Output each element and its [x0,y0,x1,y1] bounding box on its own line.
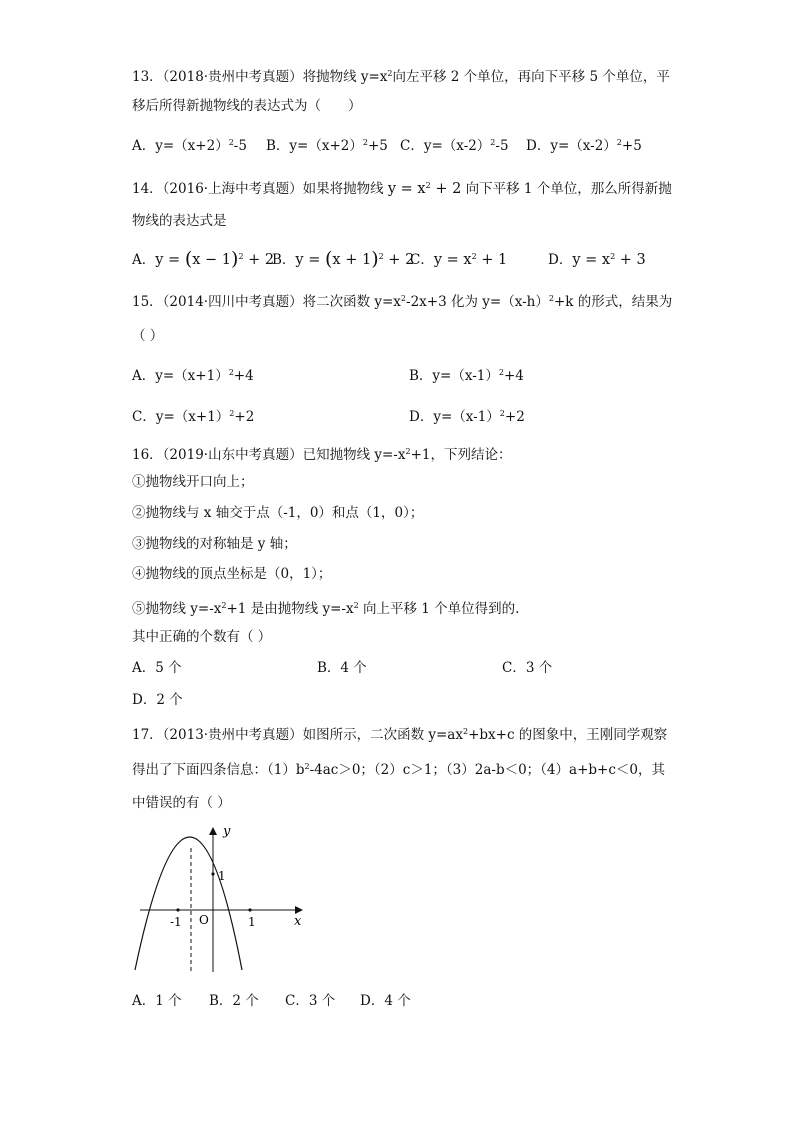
q16-statement-5: ⑤抛物线 $y=-x^2+1$ 是由抛物线 $y=-x^2$ 向上平移 1 个单位得到的. [132,601,520,617]
x-axis-label: x [294,914,302,929]
point-x-1 [248,908,251,911]
point-x-neg1 [176,908,179,911]
q17-option-c[interactable]: C．3 个 [285,993,336,1009]
origin-label: O [199,913,209,927]
q16-statement-1: ①抛物线开口向上； [132,474,254,490]
q17-parabola-graph [132,822,312,982]
x-tick-neg1-label: -1 [170,915,182,929]
q15-option-d[interactable]: D．$y=(x-1)^2+2$ [409,409,525,425]
q13-line2: 移后所得新抛物线的表达式为（ ） [132,98,362,114]
q16-question: 其中正确的个数有（ ） [132,629,272,645]
q15-option-c[interactable]: C．$y=(x+1)^2+2$ [132,409,255,425]
point-y-intercept [211,872,214,875]
x-tick-1-label: 1 [248,915,256,929]
y-tick-label: 1 [218,869,226,883]
q14-option-d[interactable]: D．$y = x^2 + 3$ [548,252,646,268]
q16-statement-4: ④抛物线的顶点坐标是（0，1）； [132,566,332,582]
q13-option-d[interactable]: D．$y=(x-2)^2+5$ [526,138,642,154]
q17-option-d[interactable]: D．4 个 [360,993,411,1009]
q14-line1: 14．（2016·上海中考真题）如果将抛物线 $y = x^2 + 2$ 向下平移 1 个单位，那么所得新抛 [132,181,672,197]
parabola-curve [135,837,242,970]
q15-option-a[interactable]: A．$y=(x+1)^2+4$ [132,368,254,384]
q17-line3: 中错误的有（ ） [132,795,231,811]
q17-option-b[interactable]: B．2 个 [209,993,259,1009]
q15-option-b[interactable]: B．$y=(x-1)^2+4$ [409,368,524,384]
q16-option-c[interactable]: C．3 个 [502,660,553,676]
q14-option-b[interactable]: B．$y = (x + 1)^2 + 2$ [272,248,415,270]
q13-option-b[interactable]: B．$y=(x+2)^2+5$ [266,138,388,154]
q16-option-a[interactable]: A．5 个 [132,660,182,676]
q17-line2: 得出了下面四条信息：$(1)b^2-4ac>0$；（2）c＞1；（3）2a-b＜0；（4）a+b+c＜0，其 [132,762,665,778]
q17-option-a[interactable]: A．1 个 [132,993,182,1009]
q14-option-c[interactable]: C．$y = x^2 + 1$ [410,252,508,268]
q15-line1: 15．（2014·四川中考真题）将二次函数 $y=x^2-2x+3$ 化为 $y=(x-h)^2+k$ 的形式，结果为 [132,294,673,310]
q13-option-a[interactable]: A．$y=(x+2)^2-5$ [132,138,247,154]
q14-line2: 物线的表达式是 [132,213,227,229]
q13-line1: 13．（2018·贵州中考真题）将抛物线 $y=x^2$向左平移 2 个单位，再向下平移 5 个单位，平 [132,69,670,85]
q13-option-c[interactable]: C．$y=(x-2)^2-5$ [400,138,509,154]
q17-line1: 17．（2013·贵州中考真题）如图所示，二次函数 $y=ax^2+bx+c$ 的图象中，王刚同学观察 [132,727,668,743]
y-axis-label: y [223,824,231,839]
q16-statement-2: ②抛物线与 x 轴交于点（-1，0）和点（1，0）； [132,505,424,521]
q16-statement-3: ③抛物线的对称轴是 y 轴； [132,536,297,552]
q14-option-a[interactable]: A．$y = (x - 1)^2 + 2$ [132,248,275,270]
q15-line2: （ ） [132,328,164,344]
q16-option-b[interactable]: B．4 个 [317,660,367,676]
q16-line1: 16．（2019·山东中考真题）已知抛物线 $y=-x^2+1$，下列结论： [132,447,512,463]
q16-option-d[interactable]: D．2 个 [132,692,183,708]
